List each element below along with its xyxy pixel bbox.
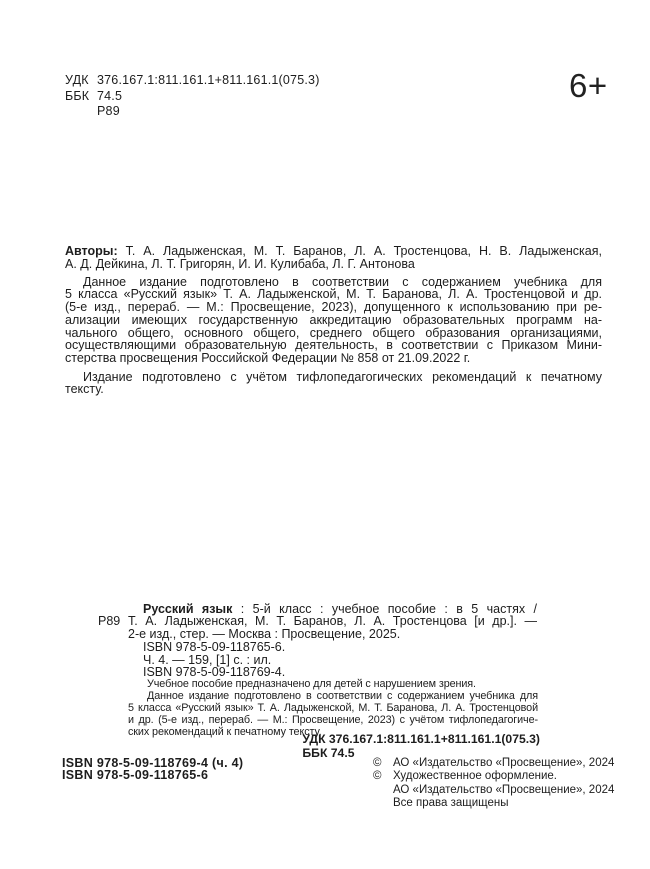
catalog-card-isbn-1: ISBN 978-5-09-118765-6. [143,639,286,654]
udk-value: 376.167.1:811.161.1+811.161.1(075.3) [97,73,320,87]
text-line: ализации имеющих государственную аккредитацию образовательных программ на- [65,312,602,327]
catalog-card-title: Русский язык [143,601,233,616]
text-line: 5 класса «Русский язык» Т. А. Ладыженской, М. Т. Баранова, Л. А. Тростенцовой и др. [65,287,602,302]
text-line: Данное издание подготовлено в соответствии с содержанием учебника для [83,274,602,289]
author-sign-spacer [65,104,97,120]
bbk-line [65,89,320,105]
authors-block [65,245,602,271]
annotation-audience-line: Учебное пособие предназначено для детей с нарушением зрения. [147,677,476,690]
bbk-label: ББК [65,88,90,103]
typhlopedagogy-note-paragraph [65,371,602,397]
copyright-sign-2: © [373,770,382,783]
edition-description-paragraph [65,276,602,366]
text-line: Издание подготовлено с учётом тифлопедагогических рекомендаций к печатному [83,369,602,384]
catalog-card-part-line: Ч. 4. — 159, [1] с. : ил. [143,652,272,667]
catalog-card-author-sign: Р89 [98,614,121,629]
text-line: Данное издание подготовлено в соответствии с содержанием учебника для [147,689,538,702]
text-line: стерства просвещения Российской Федерации № 858 от 21.09.2022 г. [65,351,471,366]
age-rating-badge: 6+ [569,67,608,104]
text-line: АО «Издательство «Просвещение», 2024 [393,783,615,796]
catalog-card-title-rest: : 5-й класс : учебное пособие : в 5 частях / [240,601,537,616]
copyright-sign-1: © [373,756,382,769]
isbn-block [62,757,243,783]
copyright-block [373,757,614,811]
authors-label: Авторы: [65,244,118,258]
bbk-bottom: ББК 74.5 [302,745,355,760]
copyright-entry-2 [393,770,614,811]
catalog-card-authors-line: Т. А. Ладыженская, М. Т. Баранов, Л. А. Тростенцова [и др.]. — [128,614,537,629]
text-line: (5-е изд., перераб. — М.: Просвещение, 2023), допущенного к использованию при ре- [65,300,602,315]
text-line: ISBN 978-5-09-118765-6 [62,768,209,783]
udk-line [65,73,320,89]
udk-label: УДК [65,73,89,87]
text-line: Художественное оформление. [393,770,557,783]
text-line: осуществляющими образовательную деятельность, в соответствии с Приказом Мини- [65,338,602,353]
bbk-value: 74.5 [97,88,123,103]
catalog-card-edition-line: 2-е изд., стер. — Москва : Просвещение, 2025. [128,627,401,642]
authors-line-1 [65,245,602,258]
copyright-entry-1 [393,757,614,771]
annotation-paragraph [128,690,538,738]
authors-names-1: Т. А. Ладыженская, М. Т. Баранов, Л. А. Тростенцова, Н. В. Ладыженская, [125,244,602,258]
text-line: 5 класса «Русский язык» Т. А. Ладыженской, М. Т. Баранова, Л. А. Тростенцовой [128,701,538,714]
annotation-block [128,678,538,738]
text-line: ских рекомендаций к печатному тексту. [128,725,322,738]
author-sign-line [65,104,320,120]
authors-line-2: А. Д. Дейкина, Л. Т. Григорян, И. И. Кулибаба, Л. Г. Антонова [65,256,415,271]
text-line: чального общего, основного общего, среднего общего образования организациями, [65,325,602,340]
text-line: тексту. [65,382,104,397]
author-sign: Р89 [97,104,120,118]
catalog-card-isbn-2: ISBN 978-5-09-118769-4. [143,665,286,680]
text-line: АО «Издательство «Просвещение», 2024 [393,756,615,769]
catalog-card [98,601,537,680]
bibliographic-codes-top [65,73,320,120]
text-line: Все права защищены [393,797,509,810]
text-line: ISBN 978-5-09-118769-4 (ч. 4) [62,755,244,770]
udk-bottom: УДК 376.167.1:811.161.1+811.161.1(075.3) [302,731,540,746]
text-line: и др. (5-е изд., перераб. — М.: Просвещение, 2023) с учётом тифлопедагогиче- [128,713,538,726]
